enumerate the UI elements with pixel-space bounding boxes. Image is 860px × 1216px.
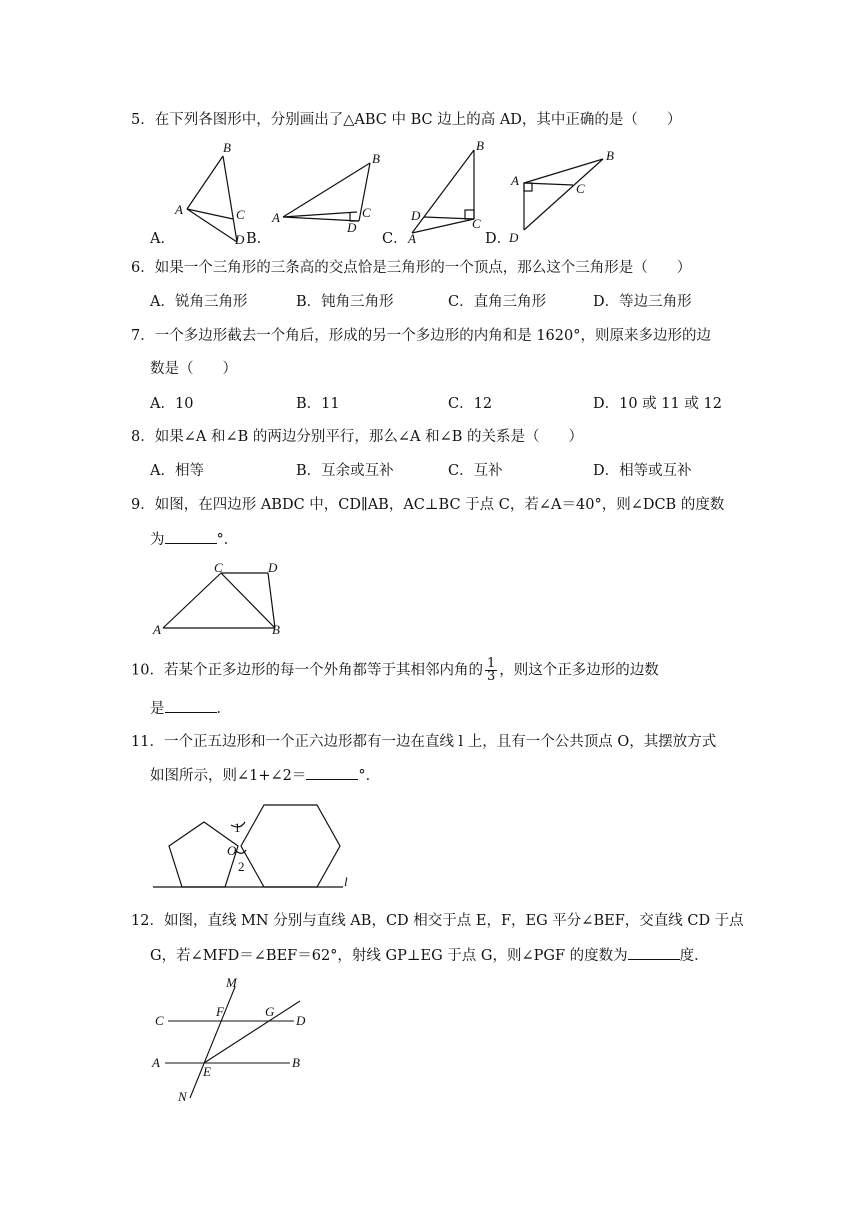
q7-option-d: D．10 或 11 或 12: [593, 396, 722, 412]
q7-stem-line1: 7．一个多边形截去一个角后，形成的另一个多边形的内角和是 1620°，则原来多边形的边: [131, 328, 711, 344]
q12-label-A: A: [152, 1055, 160, 1070]
q5a-label-B: B: [223, 140, 231, 155]
q12-label-C: C: [155, 1013, 164, 1028]
q8-option-a: A．相等: [150, 463, 204, 479]
q7-option-b: B．11: [296, 396, 340, 412]
q12-label-F: F: [216, 1004, 224, 1019]
q5a-label-A: A: [175, 202, 183, 217]
q6-option-c: C．直角三角形: [448, 294, 547, 310]
q5b-label-C: C: [362, 205, 371, 220]
q12-label-B: B: [292, 1055, 300, 1070]
q5d-label-B: B: [606, 148, 614, 163]
q6-stem: 6．如果一个三角形的三条高的交点恰是三角形的一个顶点，那么这个三角形是（ ）: [131, 260, 692, 276]
q9-label-C: C: [214, 560, 223, 575]
q11-label-O: O: [227, 843, 237, 858]
q6-option-a: A．锐角三角形: [150, 294, 248, 310]
q10-stem-suffix: ．: [216, 701, 231, 717]
q6-option-d: D．等边三角形: [593, 294, 692, 310]
q12-stem-suffix: 度．: [679, 948, 709, 964]
q5b-label-B: B: [372, 151, 380, 166]
q5c-label-C: C: [472, 216, 481, 231]
q11-label-l: l: [344, 874, 348, 889]
q5a-label-C: C: [236, 207, 245, 222]
q9-stem-suffix: °．: [216, 532, 239, 548]
q11-label-1: 1: [234, 820, 241, 835]
q12-label-D: D: [296, 1013, 306, 1028]
q10-stem-part1: 10．若某个正多边形的每一个外角都等于其相邻内角的: [131, 662, 483, 679]
q5c-label-A: A: [408, 231, 416, 246]
q10-fraction-denominator: 3: [486, 669, 496, 684]
q8-option-c: C．互补: [448, 463, 503, 479]
q12-label-N: N: [178, 1089, 187, 1104]
q5-option-b-label: B．: [246, 231, 272, 247]
q9-stem-line1: 9．如图，在四边形 ABDC 中，CD∥AB，AC⊥BC 于点 C，若∠A＝40°，则∠DCB 的度数: [131, 497, 725, 513]
q12-stem-prefix: G，若∠MFD＝∠BEF＝62°，射线 GP⊥EG 于点 G，则∠PGF 的度数为: [150, 948, 628, 964]
q12-label-M: M: [226, 975, 237, 990]
q8-option-d: D．相等或互补: [593, 463, 692, 479]
q6-option-b: B．钝角三角形: [296, 294, 394, 310]
q10-stem-part2: ，则这个正多边形的边数: [499, 662, 659, 679]
q5c-label-D: D: [411, 208, 421, 223]
q9-label-B: B: [272, 622, 280, 637]
q12-label-G: G: [265, 1004, 275, 1019]
q5b-label-D: D: [347, 220, 357, 235]
q11-stem-line1: 11．一个正五边形和一个正六边形都有一边在直线 l 上，且有一个公共顶点 O，其摆放方式: [131, 734, 717, 750]
q5-option-d-label: D．: [485, 231, 512, 247]
q9-stem-prefix: 为: [150, 532, 165, 548]
q5-stem: 5．在下列各图形中，分别画出了△ABC 中 BC 边上的高 AD，其中正确的是（ ）: [131, 112, 682, 128]
q10-stem-prefix: 是: [150, 701, 165, 717]
q5-option-a-label: A．: [150, 231, 175, 247]
q5-option-c-label: C．: [382, 231, 408, 247]
q9-label-D: D: [268, 560, 278, 575]
q12-stem-line1: 12．如图，直线 MN 分别与直线 AB，CD 相交于点 E，F，EG 平分∠BEF，交直线 CD 于点: [131, 913, 744, 929]
q7-option-a: A．10: [150, 396, 194, 412]
q5d-label-A: A: [511, 173, 519, 188]
q7-option-c: C．12: [448, 396, 493, 412]
q11-stem-prefix: 如图所示，则∠1+∠2＝: [150, 768, 307, 784]
q8-stem: 8．如果∠A 和∠B 的两边分别平行，那么∠A 和∠B 的关系是（ ）: [131, 429, 584, 445]
q9-label-A: A: [153, 622, 161, 637]
q5a-label-D: D: [235, 232, 245, 247]
q11-stem-suffix: °．: [358, 768, 381, 784]
q11-label-2: 2: [238, 859, 245, 874]
q12-label-E: E: [203, 1064, 211, 1079]
q5b-label-A: A: [272, 210, 280, 225]
q10-fraction-numerator: 1: [486, 656, 496, 671]
q7-stem-line2: 数是（ ）: [150, 361, 237, 377]
q5c-label-B: B: [476, 138, 484, 153]
q8-option-b: B．互余或互补: [296, 463, 394, 479]
q5d-label-C: C: [576, 181, 585, 196]
q5d-label-D: D: [509, 230, 519, 245]
